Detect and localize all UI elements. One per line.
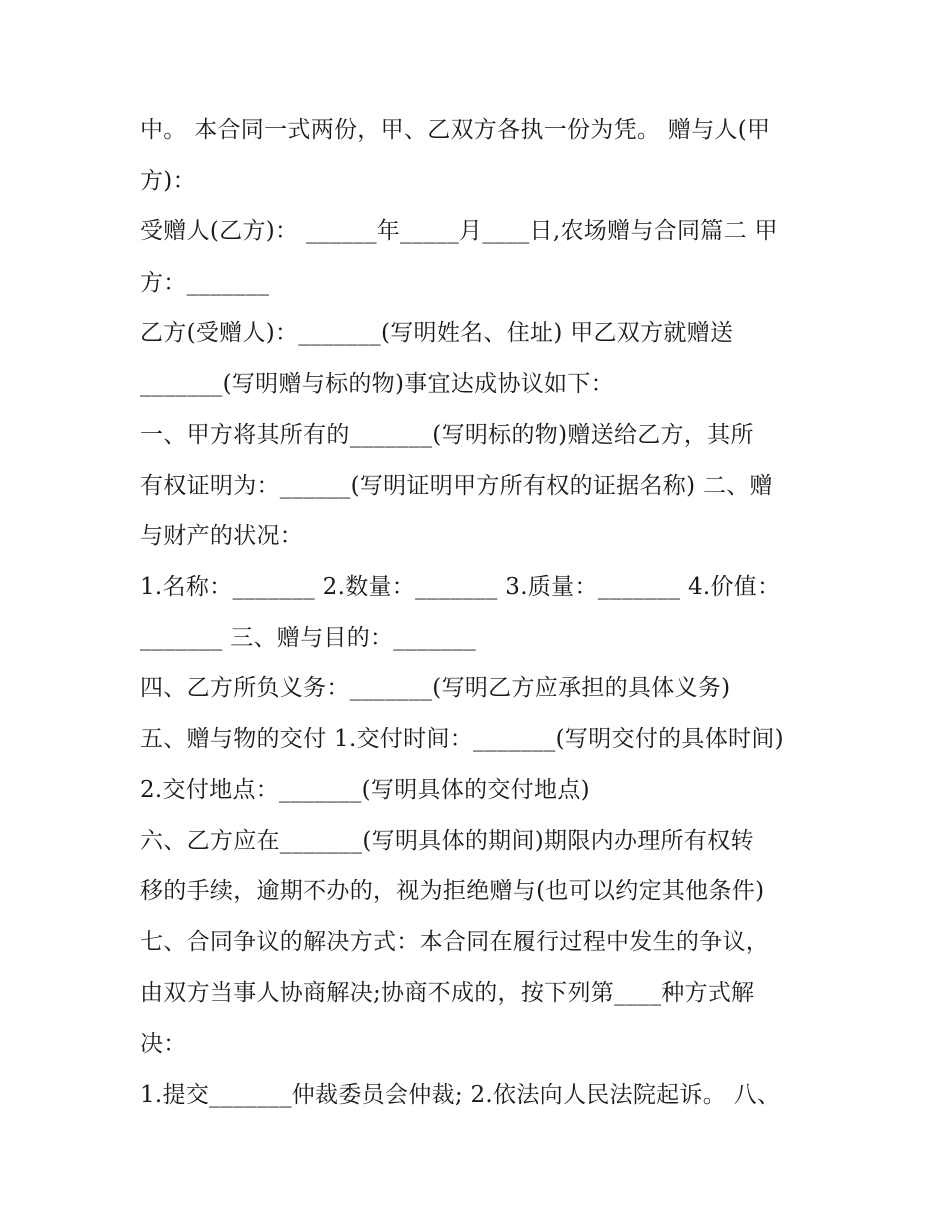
text-line: 决： [140, 1031, 187, 1057]
text-line: 有权证明为：______(写明证明甲方所有权的证据名称) 二、赠 [140, 473, 773, 499]
text-line: 四、乙方所负义务：_______(写明乙方应承担的具体义务) [140, 675, 731, 701]
text-line: 2.交付地点：_______(写明具体的交付地点) [140, 777, 590, 803]
text-line: 一、甲方将其所有的_______(写明标的物)赠送给乙方，其所 [140, 422, 754, 448]
text-line: 方)： [140, 168, 196, 194]
text-line: 乙方(受赠人)：_______(写明姓名、住址) 甲乙双方就赠送 [140, 320, 734, 346]
text-line: 1.提交_______仲裁委员会仲裁; 2.依法向人民法院起诉。 八、 [140, 1082, 781, 1108]
text-line: 移的手续，逾期不办的，视为拒绝赠与(也可以约定其他条件) [140, 878, 765, 904]
text-line: _______(写明赠与标的物)事宜达成协议如下： [140, 371, 614, 397]
text-line: _______ 三、赠与目的：_______ [140, 625, 476, 651]
text-line: 七、合同争议的解决方式：本合同在履行过程中发生的争议， [140, 929, 770, 955]
text-line: 由双方当事人协商解决;协商不成的，按下列第____种方式解 [140, 980, 755, 1006]
text-line: 方：_______ [140, 270, 270, 296]
text-line: 中。 本合同一式两份，甲、乙双方各执一份为凭。 赠与人(甲 [140, 117, 771, 143]
text-line: 五、赠与物的交付 1.交付时间：_______(写明交付的具体时间) [140, 726, 784, 752]
text-line: 六、乙方应在_______(写明具体的期间)期限内办理所有权转 [140, 828, 754, 854]
text-line: 1.名称：_______ 2.数量：_______ 3.质量：_______ 4.价值： [140, 574, 781, 600]
text-line: 受赠人(乙方)： ______年_____月____日,农场赠与合同篇二 甲 [140, 218, 778, 244]
text-line: 与财产的状况： [140, 523, 304, 549]
